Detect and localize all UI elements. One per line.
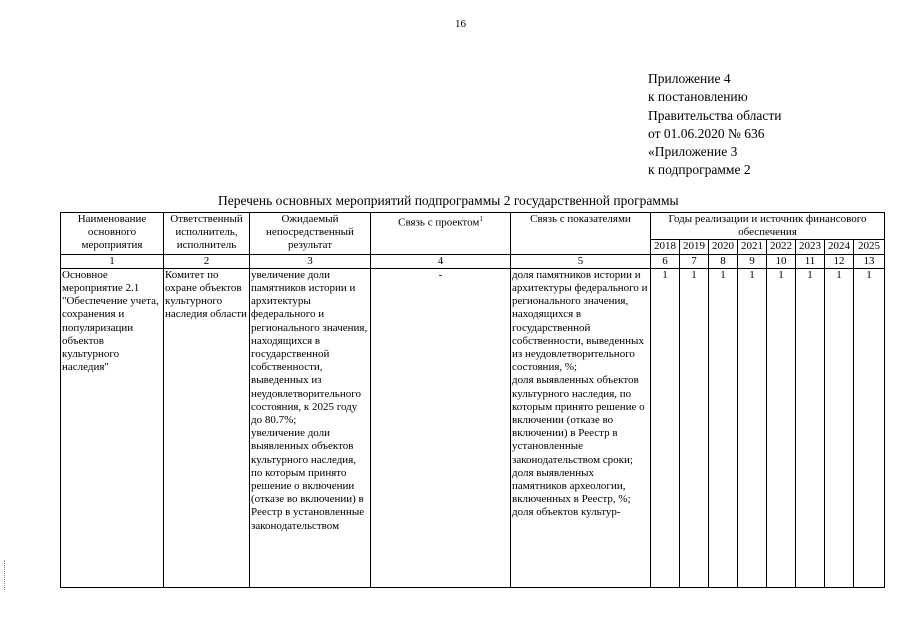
year-header: 2020 [709, 240, 738, 254]
column-numbers-row [61, 254, 885, 268]
appendix-line: Приложение 4 [648, 71, 731, 86]
header-name: Наименование основного мероприятия [61, 213, 164, 255]
year-header: 2024 [825, 240, 854, 254]
column-number: 5 [511, 254, 651, 268]
column-number: 10 [767, 254, 796, 268]
page-number: 16 [455, 18, 466, 30]
project-cell: - [371, 268, 511, 587]
year-value-cell: 1 [854, 268, 885, 587]
year-header: 2019 [680, 240, 709, 254]
appendix-line: Правительства области [648, 107, 782, 123]
header-result: Ожидаемый непосредственный результат [250, 213, 371, 255]
activities-table [60, 212, 885, 588]
year-header: 2023 [796, 240, 825, 254]
year-header: 2025 [854, 240, 885, 254]
year-header: 2018 [651, 240, 680, 254]
column-number: 11 [796, 254, 825, 268]
indicators-cell: доля памятников истории и архитектуры федерального и регионального значения, находящихся в государственной собственности, выведенных из неудовлетворительного состояния, %; доля выявленных объектов культурного наследия, по которым принято решение о включении (отказе во включении) в Реестр в установленные законодательством сроки; доля выявленных памятников археологии, включенных в Реестр, %; доля объектов культур- [511, 268, 651, 587]
appendix-line: от 01.06.2020 № 636 [648, 125, 765, 141]
year-header: 2021 [738, 240, 767, 254]
column-number: 7 [680, 254, 709, 268]
column-number: 1 [61, 254, 164, 268]
year-value-cell: 1 [796, 268, 825, 587]
header-project-label: Связь с проектом [398, 216, 480, 229]
column-number: 9 [738, 254, 767, 268]
footnote-marker: 1 [479, 215, 483, 223]
header-indicators: Связь с показателями [511, 213, 651, 255]
year-value-cell: 1 [738, 268, 767, 587]
column-number: 12 [825, 254, 854, 268]
year-value-cell: 1 [680, 268, 709, 587]
year-header: 2022 [767, 240, 796, 254]
document-title: Перечень основных мероприятий подпрограммы 2 государственной программы [218, 193, 679, 208]
column-number: 6 [651, 254, 680, 268]
year-value-cell: 1 [825, 268, 854, 587]
activity-name-cell: Основное мероприятие 2.1 "Обеспечение учета, сохранения и популяризации объектов культурного наследия" [61, 268, 164, 587]
appendix-line: к подпрограмме 2 [648, 162, 751, 178]
executor-cell: Комитет по охране объектов культурного наследия области [164, 268, 250, 587]
column-number: 3 [250, 254, 371, 268]
column-number: 4 [371, 254, 511, 268]
column-number: 13 [854, 254, 885, 268]
appendix-header [648, 70, 781, 180]
appendix-line: к постановлению [648, 89, 748, 105]
year-value-cell: 1 [709, 268, 738, 587]
header-row [61, 213, 885, 240]
appendix-line: «Приложение 3 [648, 144, 738, 160]
header-years-group: Годы реализации и источник финансового обеспечения [651, 213, 885, 240]
scan-margin-mark [4, 560, 9, 590]
column-number: 8 [709, 254, 738, 268]
header-executor: Ответственный исполнитель, исполнитель [164, 213, 250, 255]
year-value-cell: 1 [651, 268, 680, 587]
header-project [371, 213, 511, 255]
table-row [61, 268, 885, 587]
column-number: 2 [164, 254, 250, 268]
result-cell: увеличение доли памятников истории и архитектуры федерального и регионального значения, находящихся в государственной собственности, выведенных из неудовлетворительного состояния, к 2025 году до 80.7%; увеличение доли выявленных объектов культурного наследия, по которым принято решение о включении (отказе во включении) в Реестр в установленные законодательством [250, 268, 371, 587]
year-value-cell: 1 [767, 268, 796, 587]
